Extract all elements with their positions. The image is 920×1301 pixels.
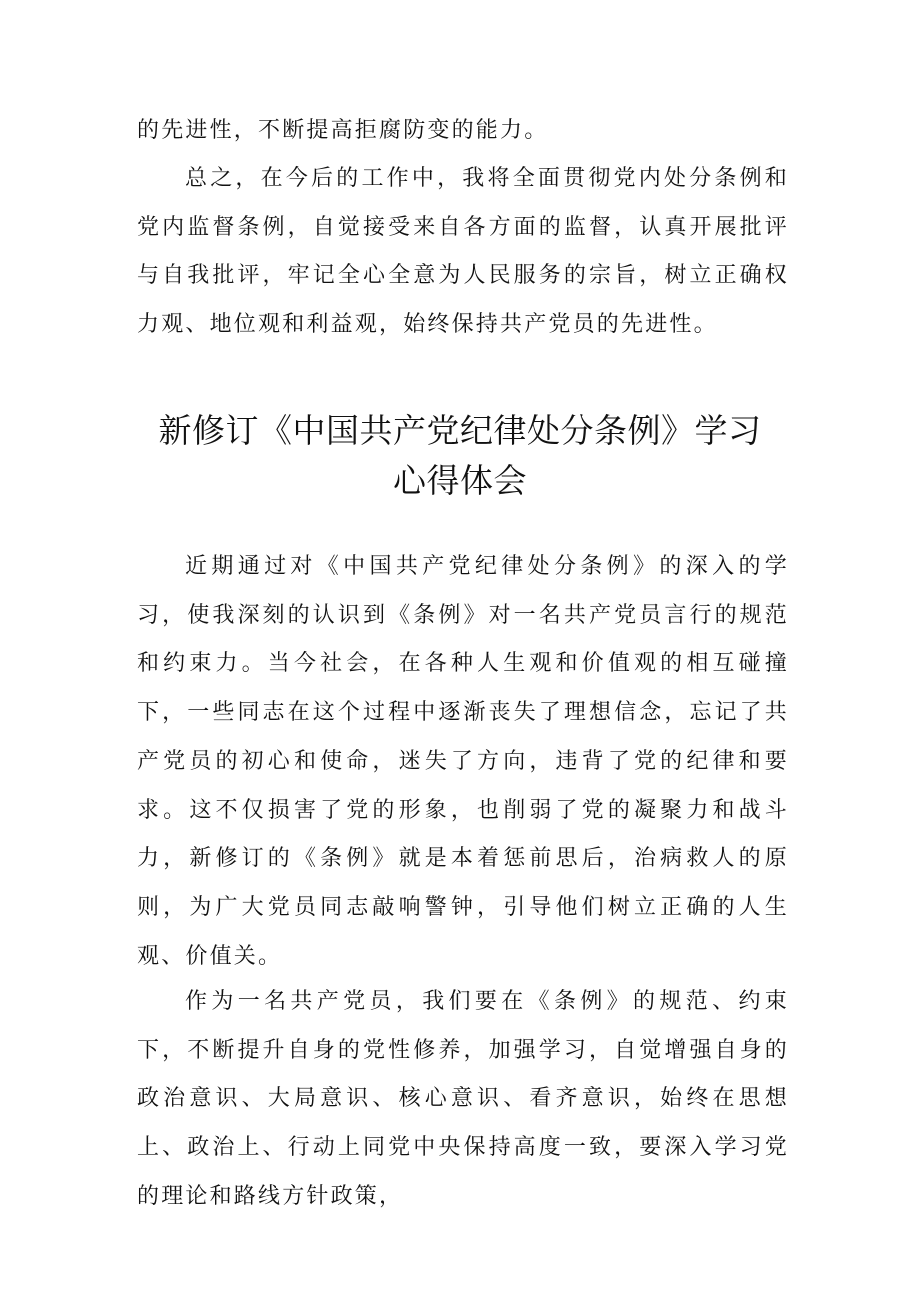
title-line-1: 新修订《中国共产党纪律处分条例》学习 <box>158 411 762 450</box>
continuation-paragraph: 的先进性，不断提高拒腐防变的能力。 <box>137 118 549 143</box>
body-paragraph-2: 作为一名共产党员，我们要在《条例》的规范、约束下，不断提升自身的党性修养，加强学习，自觉增强自身的政治意识、大局意识、核心意识、看齐意识，始终在思想上、政治上、行动上同党中央保持高度一致，要深入学习党的理论和路线方针政策， <box>137 989 789 1209</box>
closing-paragraph: 总之，在今后的工作中，我将全面贯彻党内处分条例和党内监督条例，自觉接受来自各方面的监督，认真开展批评与自我批评，牢记全心全意为人民服务的宗旨，树立正确权力观、地位观和利益观，始终保持共产党员的先进性。 <box>137 166 789 338</box>
body-paragraph-1: 近期通过对《中国共产党纪律处分条例》的深入的学习，使我深刻的认识到《条例》对一名共产党员言行的规范和约束力。当今社会，在各种人生观和价值观的相互碰撞下，一些同志在这个过程中逐渐丧失了理想信念，忘记了共产党员的初心和使命，迷失了方向，违背了党的纪律和要求。这不仅损害了党的形象，也削弱了党的凝聚力和战斗力，新修订的《条例》就是本着惩前思后，治病救人的原则，为广大党员同志敲响警钟，引导他们树立正确的人生观、价值关。 <box>137 554 789 969</box>
document-title <box>100 406 820 506</box>
title-line-2: 心得体会 <box>393 461 527 500</box>
